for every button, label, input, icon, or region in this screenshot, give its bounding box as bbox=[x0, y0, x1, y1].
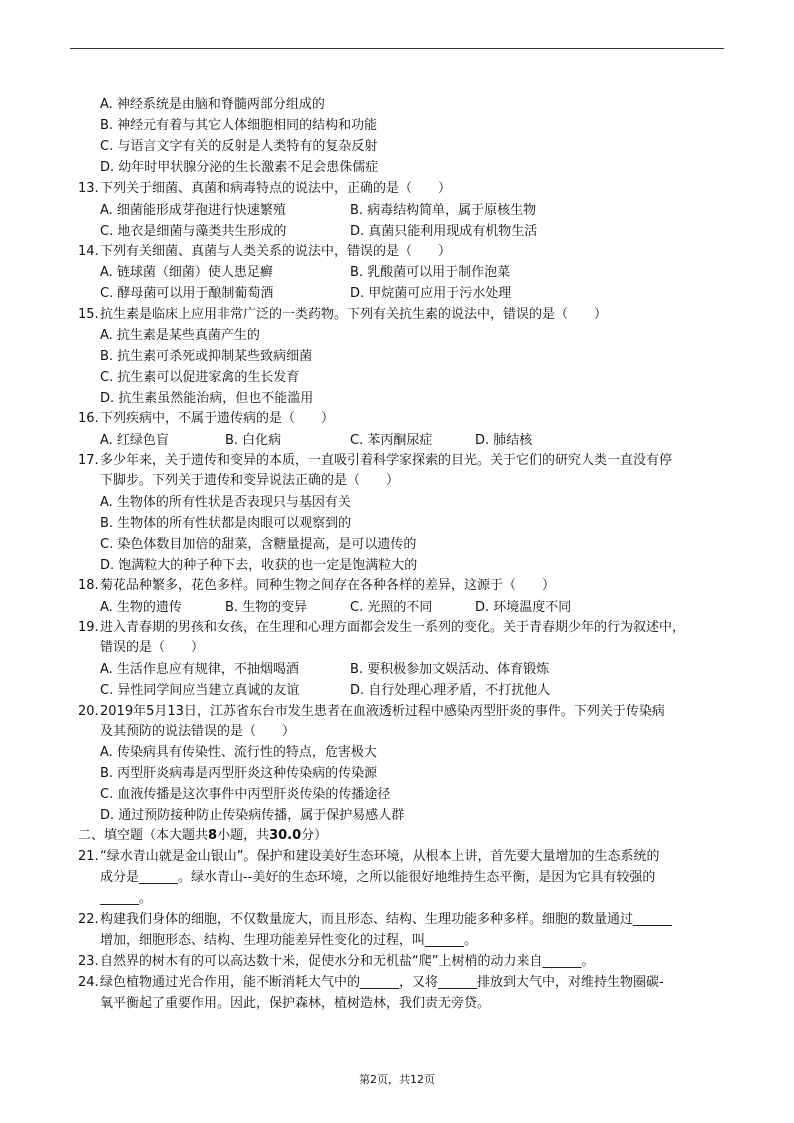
q19-option-d: D. 自行处理心理矛盾，不打扰他人 bbox=[350, 683, 551, 698]
q17-stem-line1: 多少年来，关于遗传和变异的本质，一直吸引着科学家探索的目光。关于它们的研究人类一直没有停 bbox=[100, 453, 673, 468]
q24-line1: 绿色植物通过光合作用，能不断消耗大气中的______，又将______排放到大气中，对维持生物圈碳- bbox=[100, 975, 664, 990]
q14-stem: 下列有关细菌、真菌与人类关系的说法中，错误的是（ ） bbox=[100, 244, 452, 259]
q12-option-a: A. 神经系统是由脑和脊髓两部分组成的 bbox=[100, 97, 325, 112]
q18-option-d: D. 环境温度不同 bbox=[475, 600, 572, 615]
q23-line1: 自然界的树木有的可以高达数十米，促使水分和无机盐“爬”上树梢的动力来自______。 bbox=[100, 954, 595, 969]
q20-option-d: D. 通过预防接种防止传染病传播，属于保护易感人群 bbox=[100, 808, 405, 823]
q24-line2: 氧平衡起了重要作用。因此，保护森林，植树造林，我们责无旁贷。 bbox=[100, 996, 491, 1011]
q13-option-b: B. 病毒结构简单，属于原核生物 bbox=[350, 203, 537, 218]
section-heading-mid: 小题，共 bbox=[217, 828, 270, 843]
q15-option-a: A. 抗生素是某些真菌产生的 bbox=[100, 328, 260, 343]
q19-option-a: A. 生活作息应有规律，不抽烟喝酒 bbox=[100, 662, 299, 677]
q17-number: 17. bbox=[78, 453, 99, 468]
q19-option-b: B. 要积极参加文娱活动、体育锻炼 bbox=[350, 662, 550, 677]
q24-number: 24. bbox=[78, 975, 99, 990]
q23-number: 23. bbox=[78, 954, 99, 969]
q22-line2: 增加，细胞形态、结构、生理功能差异性变化的过程，叫______。 bbox=[100, 933, 478, 948]
section-total-score: 30.0 bbox=[269, 828, 302, 843]
q16-option-d: D. 肺结核 bbox=[475, 433, 533, 448]
q19-number: 19. bbox=[78, 620, 99, 635]
q14-option-d: D. 甲烷菌可应用于污水处理 bbox=[350, 286, 512, 301]
q19-stem-line1: 进入青春期的男孩和女孩，在生理和心理方面都会发生一系列的变化。关于青春期少年的行为叙述中， bbox=[100, 620, 686, 635]
q14-number: 14. bbox=[78, 244, 99, 259]
q14-option-a: A. 链球菌（细菌）使人患足癣 bbox=[100, 265, 273, 280]
q20-number: 20. bbox=[78, 704, 99, 719]
q15-number: 15. bbox=[78, 307, 99, 322]
q14-option-b: B. 乳酸菌可以用于制作泡菜 bbox=[350, 265, 511, 280]
q13-stem: 下列关于细菌、真菌和病毒特点的说法中，正确的是（ ） bbox=[100, 181, 452, 196]
q16-option-b: B. 白化病 bbox=[225, 433, 282, 448]
q12-option-d: D. 幼年时甲状腺分泌的生长激素不足会患侏儒症 bbox=[100, 160, 379, 175]
q21-line1: “绿水青山就是金山银山”。保护和建设美好生态环境，从根本上讲，首先要大量增加的生态系统的 bbox=[100, 849, 660, 864]
q19-option-c: C. 异性同学间应当建立真诚的友谊 bbox=[100, 683, 300, 698]
q16-number: 16. bbox=[78, 411, 99, 426]
q22-line1: 构建我们身体的细胞，不仅数量庞大，而且形态、结构、生理功能多种多样。细胞的数量通过______ bbox=[100, 912, 673, 927]
section-heading-suffix: 分） bbox=[301, 828, 328, 843]
q14-option-c: C. 酵母菌可以用于酿制葡萄酒 bbox=[100, 286, 274, 301]
q12-option-c: C. 与语言文字有关的反射是人类特有的复杂反射 bbox=[100, 139, 378, 154]
q21-line3: ______。 bbox=[100, 891, 153, 906]
q18-option-b: B. 生物的变异 bbox=[225, 600, 308, 615]
q20-stem-line1: 2019年5月13日，江苏省东台市发生患者在血液透析过程中感染丙型肝炎的事件。下列关于传染病 bbox=[100, 704, 665, 719]
q16-option-a: A. 红绿色盲 bbox=[100, 433, 169, 448]
q17-option-d: D. 饱满粒大的种子种下去，收获的也一定是饱满粒大的 bbox=[100, 558, 418, 573]
q15-option-b: B. 抗生素可杀死或抑制某些致病细菌 bbox=[100, 349, 313, 364]
q17-option-c: C. 染色体数目加倍的甜菜，含糖量提高，是可以遗传的 bbox=[100, 537, 417, 552]
q21-line2: 成分是______。绿水青山--美好的生态环境，之所以能很好地维持生态平衡，是因为它具有较强的 bbox=[100, 870, 656, 885]
q21-number: 21. bbox=[78, 849, 99, 864]
q13-option-c: C. 地衣是细菌与藻类共生形成的 bbox=[100, 224, 287, 239]
q20-option-b: B. 丙型肝炎病毒是丙型肝炎这种传染病的传染源 bbox=[100, 766, 378, 781]
q18-stem: 菊花品种繁多，花色多样。同种生物之间存在各种各样的差异，这源于（ ） bbox=[100, 578, 556, 593]
header-rule bbox=[70, 48, 724, 49]
q12-option-b: B. 神经元有着与其它人体细胞相同的结构和功能 bbox=[100, 118, 378, 133]
q20-stem-line2: 及其预防的说法错误的是（ ） bbox=[100, 724, 296, 739]
q19-stem-line2: 错误的是（ ） bbox=[100, 640, 205, 655]
q20-option-a: A. 传染病具有传染性、流行性的特点，危害极大 bbox=[100, 745, 377, 760]
section-question-count: 8 bbox=[208, 828, 218, 843]
section-heading-prefix: 二、填空题（本大题共 bbox=[78, 828, 209, 843]
q13-option-d: D. 真菌只能利用现成有机物生活 bbox=[350, 224, 538, 239]
q17-option-a: A. 生物体的所有性状是否表现只与基因有关 bbox=[100, 495, 351, 510]
q15-option-c: C. 抗生素可以促进家禽的生长发育 bbox=[100, 370, 300, 385]
q15-option-d: D. 抗生素虽然能治病，但也不能滥用 bbox=[100, 391, 314, 406]
q22-number: 22. bbox=[78, 912, 99, 927]
page-footer: 第2页，共12页 bbox=[359, 1073, 435, 1086]
section-heading-fill-in bbox=[78, 826, 327, 846]
q20-option-c: C. 血液传播是这次事件中丙型肝炎传染的传播途径 bbox=[100, 787, 391, 802]
q13-number: 13. bbox=[78, 181, 99, 196]
q18-number: 18. bbox=[78, 578, 99, 593]
q16-stem: 下列疾病中，不属于遗传病的是（ ） bbox=[100, 411, 335, 426]
q16-option-c: C. 苯丙酮尿症 bbox=[350, 433, 433, 448]
q15-stem: 抗生素是临床上应用非常广泛的一类药物。下列有关抗生素的说法中，错误的是（ ） bbox=[100, 307, 608, 322]
q18-option-c: C. 光照的不同 bbox=[350, 600, 433, 615]
q18-option-a: A. 生物的遗传 bbox=[100, 600, 182, 615]
q13-option-a: A. 细菌能形成芽孢进行快速繁殖 bbox=[100, 203, 286, 218]
q17-option-b: B. 生物体的所有性状都是肉眼可以观察到的 bbox=[100, 516, 352, 531]
q17-stem-line2: 下脚步。下列关于遗传和变异说法正确的是（ ） bbox=[100, 473, 400, 488]
